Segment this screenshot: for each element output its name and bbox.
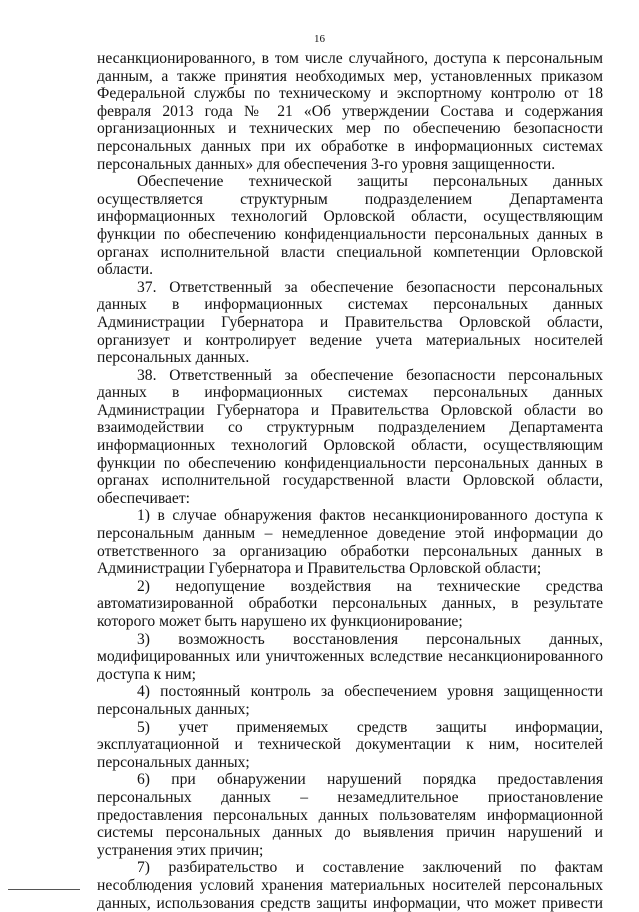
list-item: 6) при обнаружении нарушений порядка предоставления персональных данных – незамедлительное приостановление предоставления персональных данных пользователям информационной системы персональных данных до выявления причин нарушений и устранения этих причин; (97, 771, 603, 859)
list-item: 3) возможность восстановления персональных данных, модифицированных или уничтоженных вследствие несанкционированного доступа к ним; (97, 630, 603, 683)
paragraph: 38. Ответственный за обеспечение безопасности персональных данных в информационных системах персональных данных Администрации Губернатора и Правительства Орловской области во взаимодействии со структурным подразделением Департамента информационных технологий Орловской области, осуществляющим функции по обеспечению конфиденциальности персональных данных в органах исполнительной государственной власти Орловской области, обеспечивает: (97, 366, 603, 507)
footer-divider (8, 889, 80, 890)
list-item: 7) разбирательство и составление заключений по фактам несоблюдения условий хранения материальных носителей персональных данных, использования средств защиты информации, что может привести (97, 859, 603, 912)
paragraph: Обеспечение технической защиты персональных данных осуществляется структурным подразделением Департамента информационных технологий Орловской области, осуществляющим функции по обеспечению конфиденциальности персональных данных в органах исполнительной власти специальной компетенции Орловской области. (97, 173, 603, 279)
list-item: 5) учет применяемых средств защиты информации, эксплуатационной и технической документации к ним, носителей персональных данных; (97, 718, 603, 771)
list-item: 2) недопущение воздействия на технические средства автоматизированной обработки персональных данных, в результате которого может быть нарушено их функционирование; (97, 577, 603, 630)
page-number: 16 (314, 33, 325, 45)
paragraph: 37. Ответственный за обеспечение безопасности персональных данных в информационных системах персональных данных Администрации Губернатора и Правительства Орловской области, организует и контролирует ведение учета материальных носителей персональных данных. (97, 278, 603, 367)
list-item: 1) в случае обнаружения фактов несанкционированного доступа к персональным данным – немедленное доведение этой информации до ответственного за организацию обработки персональных данных в Администрации Губернатора и Правительства Орловской области; (97, 507, 603, 578)
list-item: 4) постоянный контроль за обеспечением уровня защищенности персональных данных; (97, 683, 603, 718)
paragraph: несанкционированного, в том числе случайного, доступа к персональным данным, а также принятия необходимых мер, установленных приказом Федеральной службы по техническому и экспортному контролю от 18 февраля 2013 года № 21 «Об утверждении Состава и содержания организационных и технических мер по обеспечению безопасности персональных данных при их обработке в информационных системах персональных данных» для обеспечения 3-го уровня защищенности. (97, 50, 603, 173)
document-body (97, 50, 603, 912)
